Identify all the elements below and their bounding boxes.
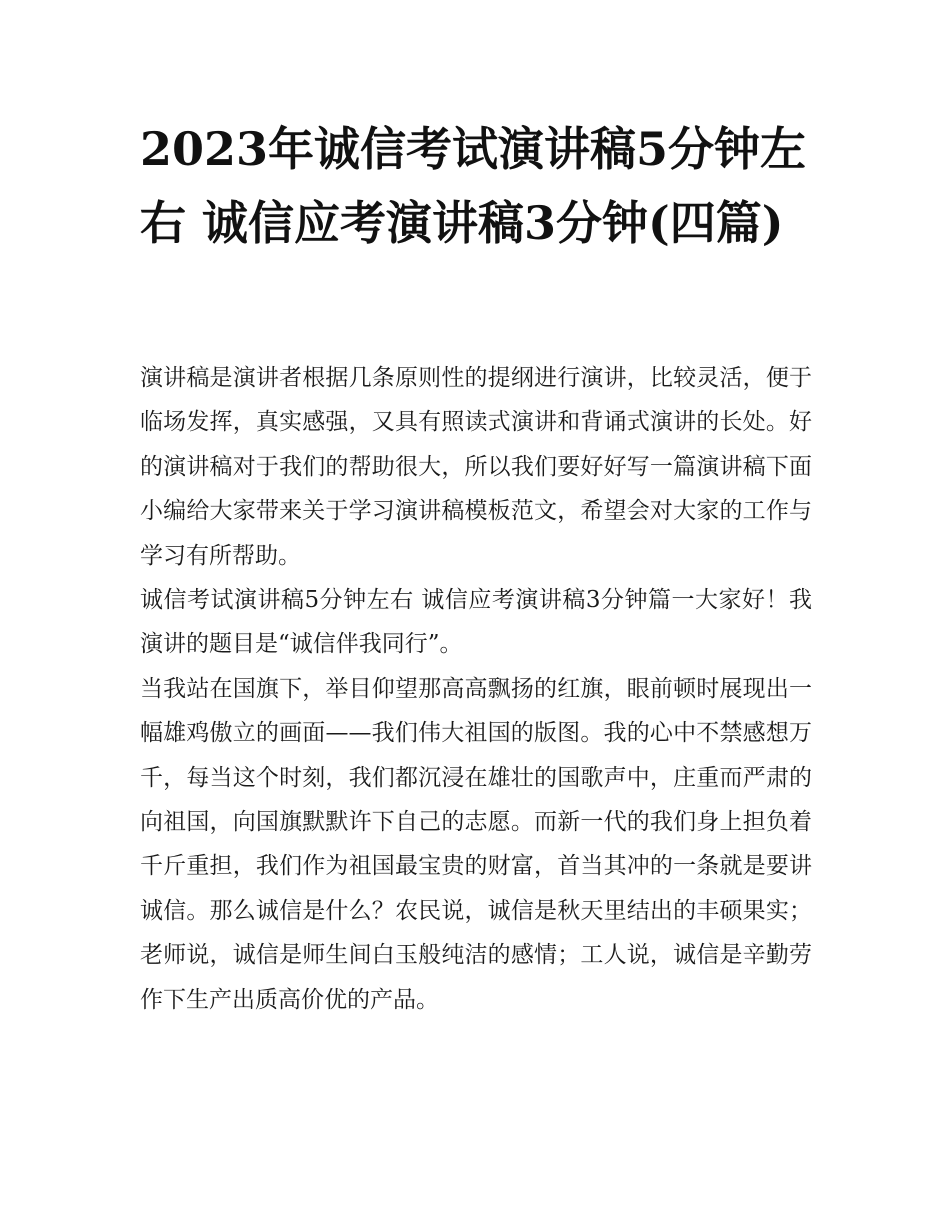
paragraph-main: 当我站在国旗下，举目仰望那高高飘扬的红旗，眼前顿时展现出一幅雄鸡傲立的画面——我们伟大祖国的版图。我的心中不禁感想万千，每当这个时刻，我们都沉浸在雄壮的国歌声中，庄重而严肃的向祖国，向国旗默默许下自己的志愿。而新一代的我们身上担负着千斤重担，我们作为祖国最宝贵的财富，首当其冲的一条就是要讲诚信。那么诚信是什么？农民说，诚信是秋天里结出的丰硕果实；老师说，诚信是师生间白玉般纯洁的感情；工人说，诚信是辛勤劳作下生产出质高价优的产品。 [140, 675, 812, 1013]
document-body [140, 356, 812, 1022]
paragraph-greeting: 诚信考试演讲稿5分钟左右 诚信应考演讲稿3分钟篇一大家好！我演讲的题目是“诚信伴我同行”。 [140, 587, 812, 658]
paragraph-intro: 演讲稿是演讲者根据几条原则性的提纲进行演讲，比较灵活，便于临场发挥，真实感强，又具有照读式演讲和背诵式演讲的长处。好的演讲稿对于我们的帮助很大，所以我们要好好写一篇演讲稿下面小编给大家带来关于学习演讲稿模板范文，希望会对大家的工作与学习有所帮助。 [140, 365, 812, 569]
document-title: 2023年诚信考试演讲稿5分钟左右 诚信应考演讲稿3分钟(四篇) [140, 122, 807, 250]
